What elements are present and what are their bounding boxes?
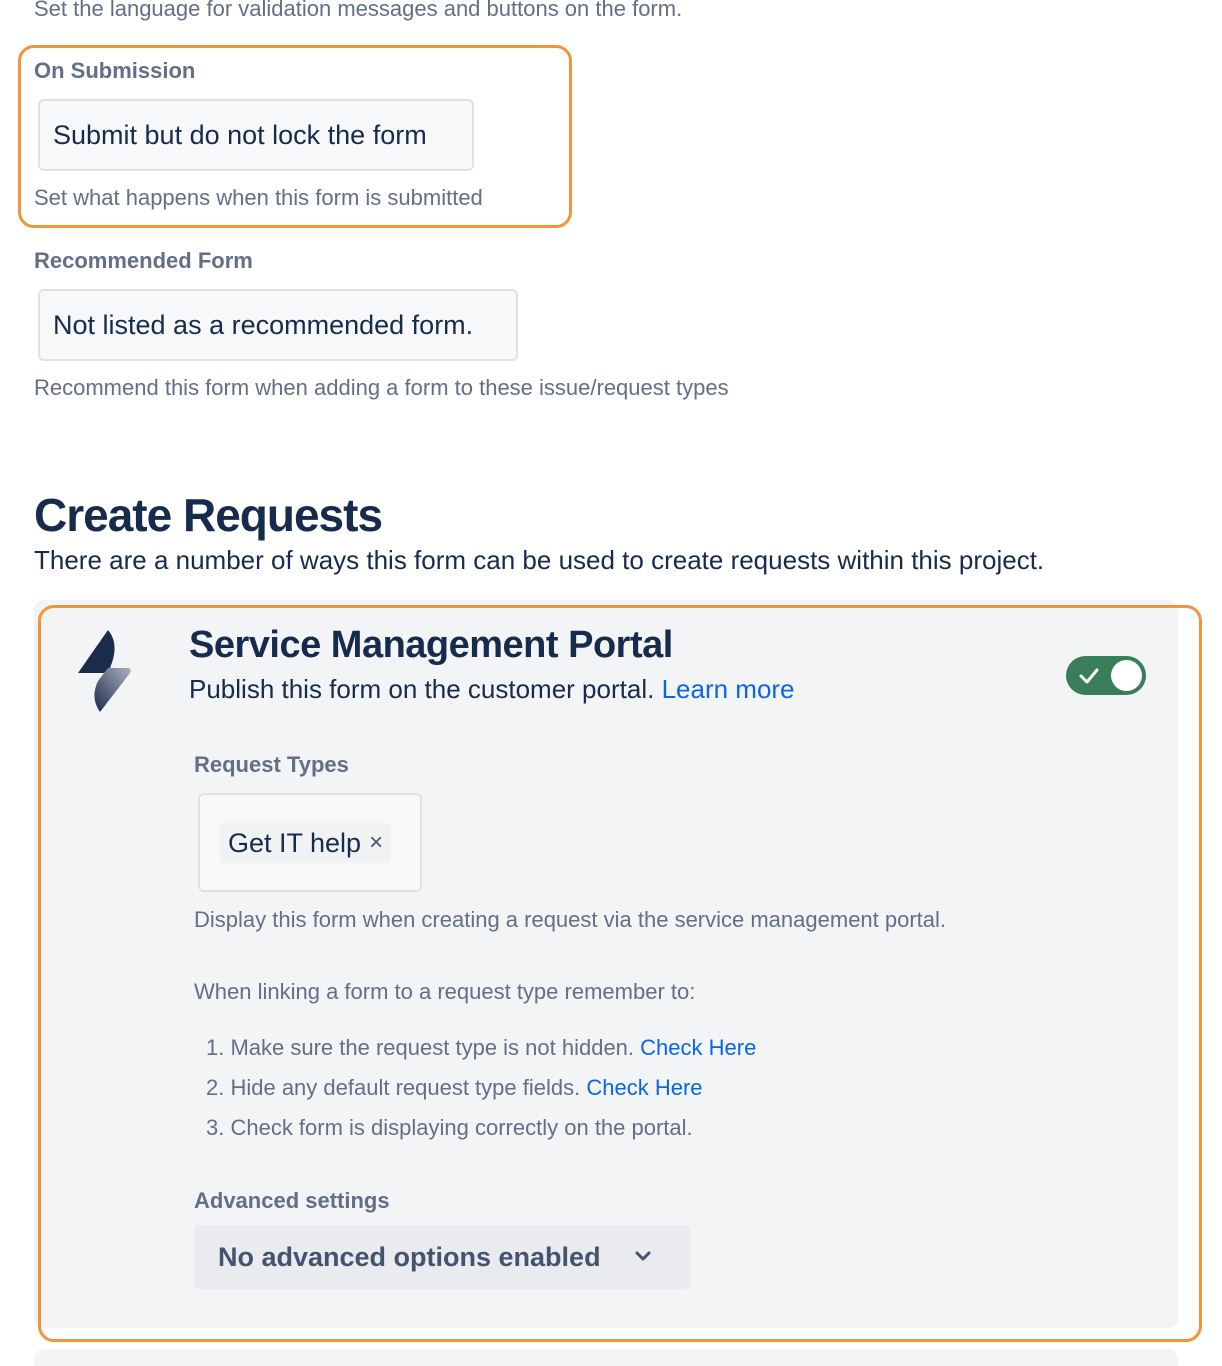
step-text: 2. Hide any default request type fields. <box>206 1075 581 1100</box>
step-item <box>206 1075 703 1101</box>
recommended-form-select[interactable] <box>38 289 518 361</box>
next-option-card <box>34 1349 1178 1366</box>
portal-card-description-text: Publish this form on the customer portal. <box>189 674 655 704</box>
create-requests-title: Create Requests <box>34 489 383 541</box>
recommended-form-value: Not listed as a recommended form. <box>53 309 474 340</box>
recommended-form-helper: Recommend this form when adding a form to these issue/request types <box>34 375 729 400</box>
check-icon <box>1078 665 1100 687</box>
remove-chip-icon[interactable]: × <box>369 829 384 856</box>
check-here-link[interactable]: Check Here <box>586 1075 703 1100</box>
step-item <box>206 1115 693 1141</box>
toggle-knob <box>1111 660 1142 691</box>
advanced-settings-value: No advanced options enabled <box>218 1241 601 1272</box>
chevron-down-icon <box>634 1249 652 1263</box>
advanced-settings-label: Advanced settings <box>194 1188 390 1213</box>
request-types-helper: Display this form when creating a request via the service management portal. <box>194 907 947 932</box>
on-submission-label: On Submission <box>34 58 196 83</box>
check-here-link[interactable]: Check Here <box>640 1035 757 1060</box>
step-text: 1. Make sure the request type is not hidden. <box>206 1035 635 1060</box>
language-helper-text: Set the language for validation messages and buttons on the form. <box>34 0 683 21</box>
request-types-select[interactable] <box>198 793 422 892</box>
request-types-label: Request Types <box>194 752 349 777</box>
create-requests-subtitle: There are a number of ways this form can be used to create requests within this project. <box>34 545 1045 575</box>
on-submission-helper: Set what happens when this form is submitted <box>34 185 483 210</box>
portal-card-description <box>189 674 795 705</box>
on-submission-value: Submit but do not lock the form <box>53 119 427 150</box>
request-type-chip-label: Get IT help <box>228 827 362 858</box>
request-type-chip <box>220 823 391 863</box>
on-submission-select[interactable] <box>38 99 474 171</box>
recommended-form-label: Recommended Form <box>34 248 253 273</box>
step-item <box>206 1035 756 1061</box>
service-management-logo-icon <box>68 626 138 714</box>
advanced-settings-dropdown[interactable] <box>194 1225 690 1289</box>
portal-publish-toggle[interactable] <box>1066 656 1146 695</box>
linking-intro-text: When linking a form to a request type remember to: <box>194 979 696 1004</box>
portal-card-title: Service Management Portal <box>189 624 673 666</box>
step-text: 3. Check form is displaying correctly on the portal. <box>206 1115 693 1140</box>
learn-more-link[interactable]: Learn more <box>661 674 795 704</box>
service-management-portal-card <box>34 600 1178 1328</box>
